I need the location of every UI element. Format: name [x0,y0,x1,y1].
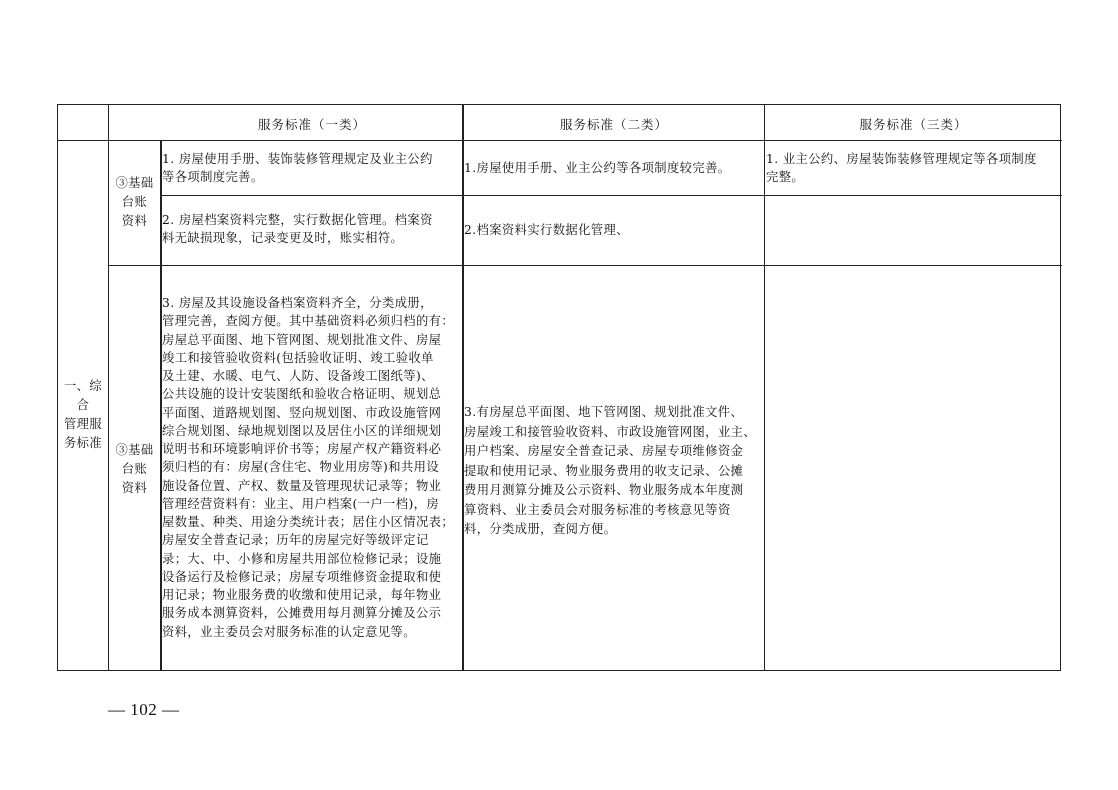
subcategory-label-1: ③基础 台账 资料 [115,176,154,228]
row3-class2: 3.有房屋总平面图、地下管网图、规划批准文件、 房屋竣工和接管验收资料、市政设施管网图，业主、 用户档案、房屋安全普查记录、房屋专项维修资金 提取和使用记录、物业服务费用的收支记录、公摊 费用月测算分摊及公示资料、物业服务成本年度测 算资料、业主委员会对服务标准的考核意见等资 料，分类成册，查阅方便。 [464,405,757,536]
row1-class3: 1. 业主公约、房屋装饰装修管理规定等各项制度 完整。 [766,152,1037,185]
service-standard-table [57,104,1061,671]
header-class-2: 服务标准（二类） [559,117,668,132]
page-number: — 102 — [108,700,180,719]
subcategory-label-2: ③基础 台账 资料 [115,443,154,495]
row2-class1: 2. 房屋档案资料完整，实行数据化管理。档案资 料无缺损现象，记录变更及时，账实相符。 [162,213,433,246]
row3-class1: 3. 房屋及其设施设备档案资料齐全，分类成册， 管理完善，查阅方便。其中基础资料必须归档的有： 房屋总平面图、地下管网图、规划批准文件、房屋 竣工和接管验收资料(包括验收证明、竣工验收单 及土建、水暖、电气、人防、设备竣工图纸等)、 公共设施的设计安装图纸和验收合格证明、规划总 平面图、道路规划图、竖向规划图、市政设施管网 综合规划图、绿地规划图以及居住小区的详细规划 说明书和环境影响评价书等；房屋产权产籍资料必 须归档的有：房屋(含住宅、物业用房等)和共用设 施设备位置、产权、数量及管理现状记录等；物业 管理经营资料有：业主、用户档案(一户一档)，房 屋数量、种类、用途分类统计表；居住小区情况表； 房屋安全普查记录；历年的房屋完好等级评定记 录；大、中、小修和房屋共用部位检修记录；设施 设备运行及检修记录；房屋专项维修资金提取和使 用记录；物业服务费的收缴和使用记录，每年物业 服务成本测算资料，公摊费用每月测算分摊及公示 资料，业主委员会对服务标准的认定意见等。 [162,296,455,639]
row1-class1: 1. 房屋使用手册、装饰装修管理规定及业主公约 等各项制度完善。 [162,152,433,185]
header-class-3: 服务标准（三类） [859,117,968,132]
header-class-1: 服务标准（一类） [257,117,366,132]
category-label: 一、综合 管理服 务标准 [63,379,103,450]
row1-class2: 1.房屋使用手册、业主公约等各项制度较完善。 [464,161,731,175]
row2-class2: 2.档案资料实行数据化管理、 [464,223,629,237]
